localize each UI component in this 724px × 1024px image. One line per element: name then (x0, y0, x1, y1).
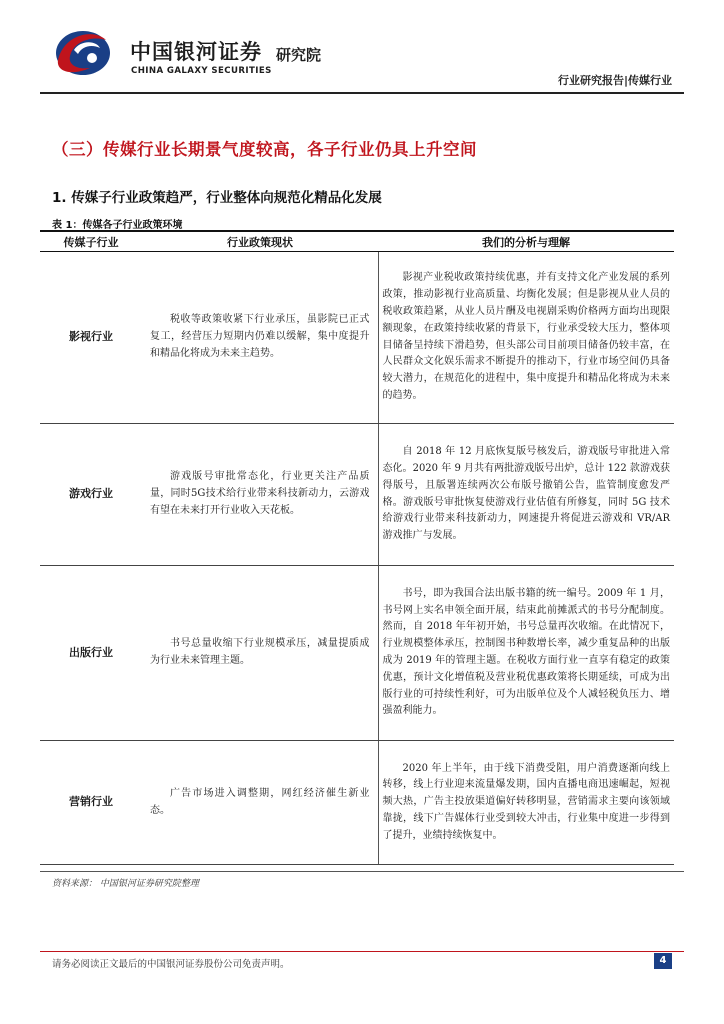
column-header: 我们的分析与理解 (378, 231, 674, 252)
company-logo (30, 22, 330, 82)
table-row (40, 566, 674, 741)
policy-status-cell (142, 424, 378, 566)
analysis-text: 书号，即为我国合法出版书籍的统一编号。2009 年 1 月，书号网上实名申领全面开展，结束此前摊派式的书号分配制度。然而，自 2018 年年初开始，书号总量再次收缩。在此情况下，行业规模整体承压，控制图书种数增长率，减少重复品种的出版成为 2019 年的管理主题。在税收方面行业一直享有稳定的政策优惠，预计文化增值税及营业税优惠政策将长期延续，可成为出版行业的可持续性利好，可为出版单位及个人减轻税负压力、增强盈利能力。 (382, 587, 670, 717)
table-caption: 表 1：传媒各子行业政策环境 (52, 220, 183, 231)
analysis-cell (378, 741, 674, 865)
column-header: 行业政策现状 (142, 231, 378, 252)
industry-name: 出版行业 (40, 566, 142, 741)
industry-name: 营销行业 (40, 741, 142, 865)
table-row (40, 252, 674, 424)
source-divider (40, 871, 684, 872)
industry-name: 影视行业 (40, 252, 142, 424)
column-header: 传媒子行业 (40, 231, 142, 252)
analysis-text: 影视产业税收政策持续优惠，并有支持文化产业发展的系列政策，推动影视行业高质量、均衡化发展；但是影视从业人员的税收政策趋紧，从业人员片酬及电视剧采购价格两方面均出现限额现象，在政策持续收紧的背景下，行业承受较大压力，整体项目储备呈持续下滑趋势，但头部公司目前项目储备仍较丰富，在人民群众文化娱乐需求不断提升的推动下，行业市场空间仍具备较大潜力，在规范化的进程中，集中度提升和精品化将成为未来的趋势。 (382, 272, 670, 401)
analysis-cell (378, 424, 674, 566)
analysis-text: 自 2018 年 12 月底恢复版号核发后，游戏版号审批进入常态化。2020 年 9 月共有两批游戏版号出炉，总计 122 款游戏获得版号，且版署连续两次公布版号撤销公告，监管制度愈发严格。游戏版号审批恢复使游戏行业估值有所修复，同时 5G 技术给游戏行业带来科技新动力，网速提升将促进云游戏和 VR/AR 游戏推广与发展。 (382, 446, 670, 542)
analysis-cell (378, 566, 674, 741)
logo-institute: 研究院 (276, 46, 322, 64)
industry-name: 游戏行业 (40, 424, 142, 566)
section-title: （三）传媒行业长期景气度较高，各子行业仍具上升空间 (52, 140, 477, 159)
table-row (40, 741, 674, 865)
analysis-cell (378, 252, 674, 424)
footer-disclaimer: 请务必阅读正文最后的中国银河证券股份公司免责声明。 (52, 959, 290, 970)
policy-status: 游戏版号审批常态化，行业更关注产品质量，同时5G技术给行业带来科技新动力，云游戏有望在未来打开行业收入天花板。 (150, 471, 370, 516)
policy-status-cell (142, 252, 378, 424)
policy-status: 广告市场进入调整期，网红经济催生新业态。 (150, 787, 370, 816)
table-row (40, 424, 674, 566)
subsection-title: 1. 传媒子行业政策趋严，行业整体向规范化精品化发展 (52, 190, 382, 206)
header-divider (40, 92, 684, 94)
policy-table (40, 230, 674, 865)
policy-status-cell (142, 741, 378, 865)
analysis-text: 2020 年上半年，由于线下消费受阻，用户消费逐渐向线上转移，线上行业迎来流量爆发期，国内直播电商迅速崛起，短视频大热，广告主投放渠道偏好转移明显，营销需求主要向该领域靠拢，线下广告媒体行业受到较大冲击，行业集中度进一步得到了提升，业绩持续恢复中。 (382, 762, 670, 841)
policy-status: 税收等政策收紧下行业承压，虽影院已正式复工，经营压力短期内仍难以缓解，集中度提升和精品化将成为未来主趋势。 (150, 314, 370, 359)
source-note: 资料来源： 中国银河证券研究院整理 (52, 879, 199, 889)
report-type: 行业研究报告|传媒行业 (557, 74, 672, 87)
table-header-row (40, 231, 674, 252)
galaxy-logo-icon (50, 26, 112, 78)
logo-english-name: CHINA GALAXY SECURITIES (131, 66, 272, 76)
policy-status: 书号总量收缩下行业规模承压，减量提质成为行业未来管理主题。 (150, 638, 370, 666)
logo-chinese-name: 中国银河证券 (130, 40, 262, 64)
footer-divider (40, 951, 684, 952)
policy-status-cell (142, 566, 378, 741)
page-number: 4 (654, 953, 672, 969)
